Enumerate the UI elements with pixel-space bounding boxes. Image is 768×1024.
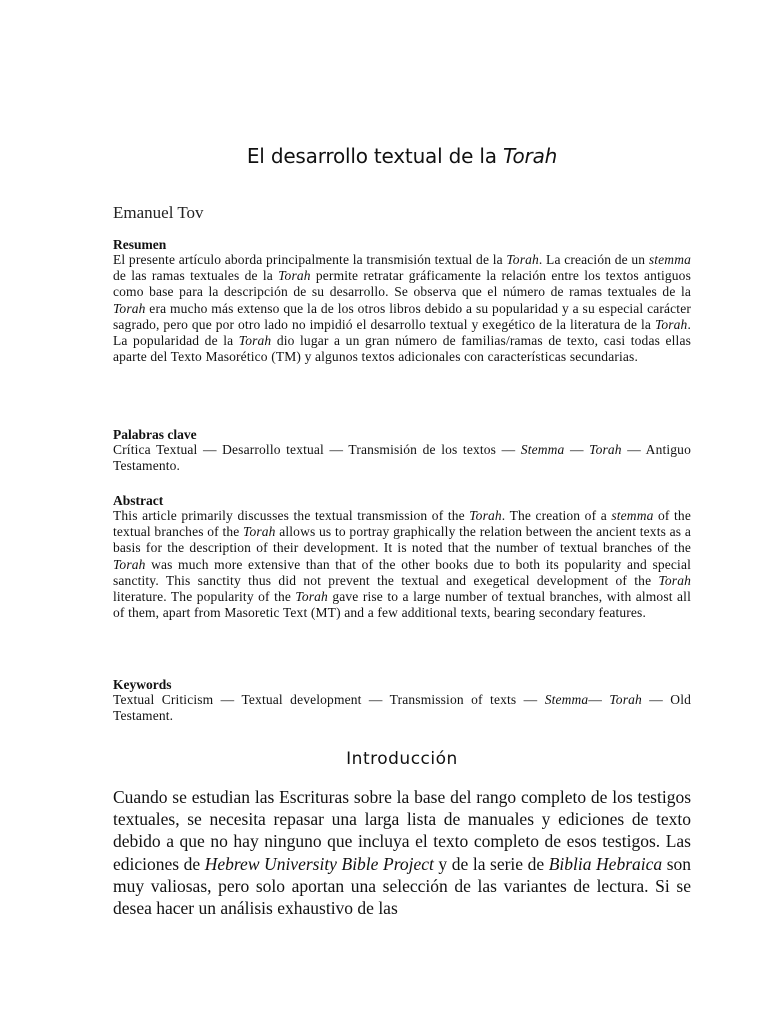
- italic-term: stemma: [648, 252, 691, 267]
- italic-term: Torah: [238, 333, 272, 349]
- keywords-body: Textual Criticism — Textual development — Transmission of texts — Stemma— Torah — Old Testament.: [113, 692, 691, 724]
- italic-term: Torah: [113, 300, 146, 316]
- author-name: Emanuel Tov: [113, 203, 204, 222]
- resumen-section: [113, 237, 691, 365]
- italic-term: Torah: [506, 252, 539, 267]
- italic-term: Torah: [469, 508, 502, 523]
- italic-term: Stemma: [520, 442, 565, 457]
- palabras-clave-heading: Palabras clave: [113, 427, 197, 442]
- introduccion-body: Cuando se estudian las Escrituras sobre la base del rango completo de los testigos textuales, se necesita repasar una larga lista de manuales y ediciones de texto debido a que no hay ninguno que incluya el texto completo de esos testigos. Las ediciones de Hebrew University Bible Project y de la serie de Biblia Hebraica son muy valiosas, pero solo aportan una selección de las variantes de lectura. Si se desea hacer un análisis exhaustivo de las: [113, 787, 692, 919]
- italic-term: Torah: [295, 589, 328, 605]
- italic-term: Biblia Hebraica: [548, 853, 663, 874]
- italic-term: Torah: [113, 556, 146, 572]
- italic-term: Torah: [654, 316, 688, 332]
- italic-term: Torah: [243, 524, 276, 540]
- palabras-clave-body: Crítica Textual — Desarrollo textual — Transmisión de los textos — Stemma — Torah — Antiguo Testamento.: [113, 442, 691, 474]
- italic-term: stemma: [611, 508, 654, 523]
- abstract-heading: Abstract: [113, 493, 164, 508]
- abstract-body: This article primarily discusses the textual transmission of the Torah. The creation of a stemma of the textual branches of the Torah allows us to portray graphically the relation between the ancient texts as a basis for the description of their development. It is noted that the number of textual branches of the Torah was much more extensive than that of the other books due to both its popularity and special sanctity. This sanctity thus did not prevent the textual and exegetical development of the Torah literature. The popularity of the Torah gave rise to a large number of textual branches, with almost all of them, apart from Masoretic Text (MT) and a few additional texts, bearing secondary features.: [113, 508, 691, 621]
- title-italic: Torah: [502, 144, 558, 168]
- italic-term: Torah: [658, 572, 691, 588]
- italic-term: Torah: [609, 692, 642, 707]
- keywords-heading: Keywords: [113, 677, 172, 692]
- italic-term: Stemma: [544, 692, 589, 707]
- title-main: El desarrollo textual de la: [246, 144, 497, 168]
- italic-term: Torah: [589, 442, 622, 457]
- introduccion-heading: Introducción: [346, 749, 458, 769]
- palabras-clave-section: [113, 427, 691, 474]
- keywords-section: [113, 677, 691, 724]
- italic-term: Hebrew University Bible Project: [204, 853, 434, 874]
- abstract-section: [113, 493, 691, 621]
- article-title: [113, 144, 691, 168]
- resumen-body: El presente artículo aborda principalmente la transmisión textual de la Torah. La creación de un stemma de las ramas textuales de la Torah permite retratar gráficamente la relación entre los textos antiguos como base para la descripción de su desarrollo. Se observa que el número de ramas textuales de la Torah era mucho más extenso que la de los otros libros debido a su popularidad y a su especial carácter sagrado, pero que por otro lado no impidió el desarrollo textual y exegético de la literatura de la Torah. La popularidad de la Torah dio lugar a un gran número de familias/ramas de texto, casi todas ellas aparte del Texto Masorético (TM) y algunos textos adicionales con características secundarias.: [113, 252, 691, 365]
- resumen-heading: Resumen: [113, 237, 167, 252]
- italic-term: Torah: [278, 268, 311, 284]
